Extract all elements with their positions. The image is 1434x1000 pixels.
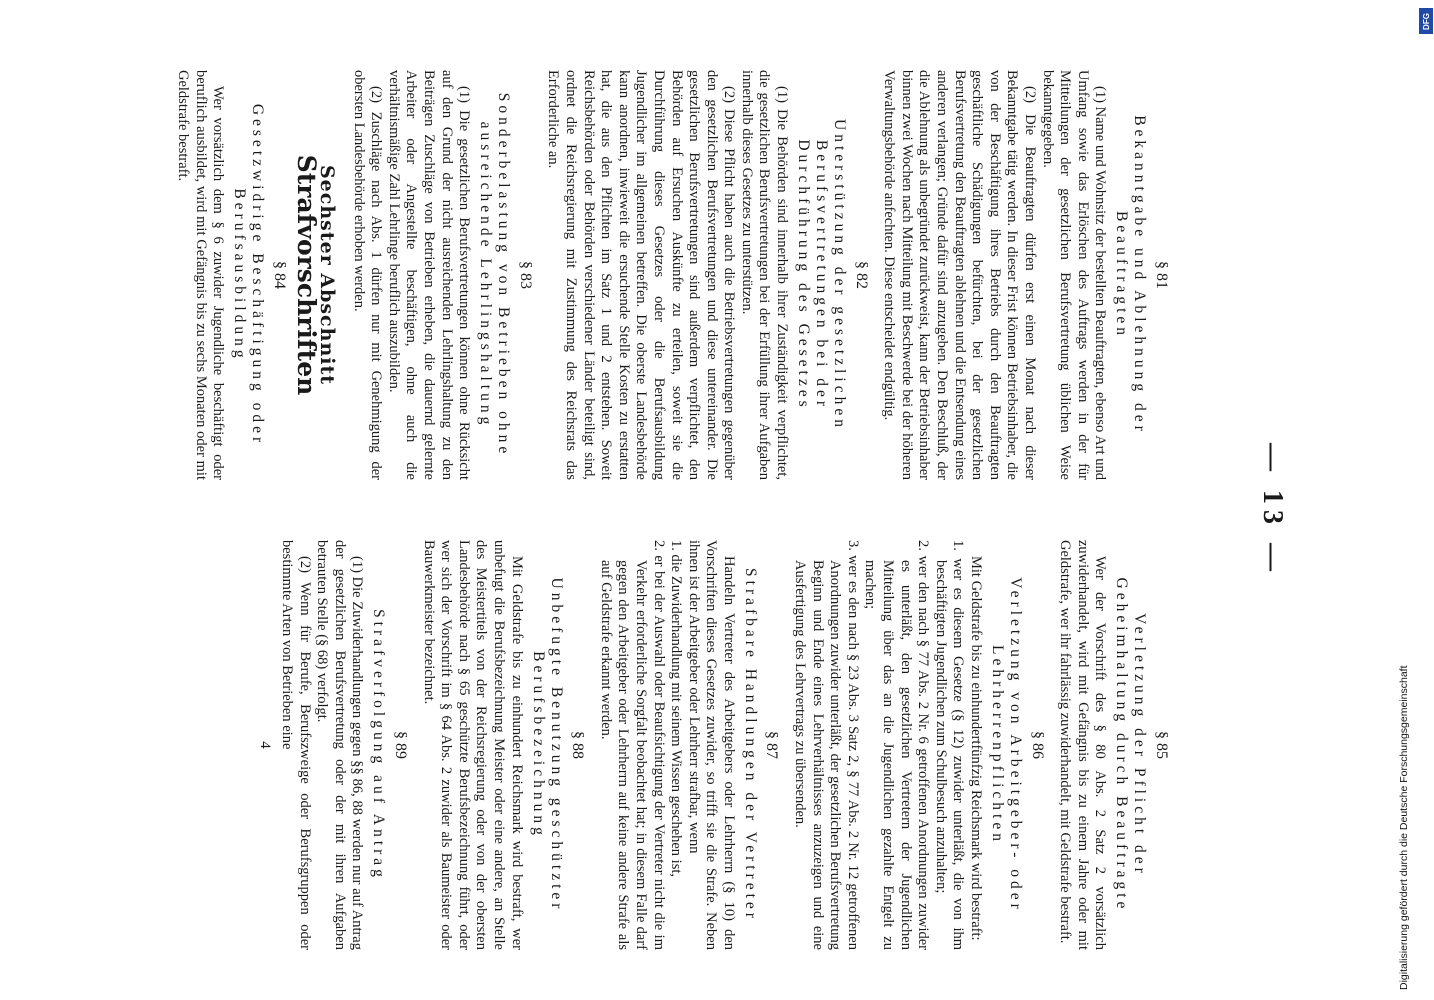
paragraph: Mit Geldstrafe bis zu einhundert Reichsmark wird bestraft, wer unbefugt die Berufsbezeichnung Meister oder eine andere, an Stelle des Meistertitels von der Reichsregierung oder von der obersten Landesbehörde nach § 65 geschützte Berufsbezeichnung führt, oder wer sich der Vorschrift im § 64 Abs. 2 zuwider als Baumeister oder Bauwerkmeister bezeichnet.: [420, 540, 525, 950]
section-number: § 87: [763, 731, 781, 759]
section-heading: Bekanntgabe und Ablehnung der Beauftragten: [1113, 115, 1149, 435]
paragraph: Mit Geldstrafe bis zu einhundertfünfzig Reichsmark wird bestraft:: [968, 556, 985, 941]
paragraph: Wer vorsätzlich dem § 6 zuwider Jugendliche beschäftigt oder beruflich ausbildet, wird mit Gefängnis bis zu sechs Monaten oder mit Geldstrafe bestraft.: [175, 70, 227, 480]
paragraph: (1) Name und Wohnsitz der bestellten Beauftragten, ebenso Art und Umfang sowie das Erlöschen des Auftrags werden in der für Mitteilungen der gesetzlichen Berufsvertretung üblichen Weise bekanntgegeben.: [1039, 70, 1109, 480]
section-heading: Strafverfolgung auf Antrag: [370, 609, 388, 881]
section-number: § 81: [1153, 261, 1170, 289]
section-heading: Verletzung der Pflicht der Geheimhaltung durch Beauftragte: [1113, 577, 1149, 913]
page-number: — 13 —: [1257, 443, 1288, 577]
paragraph: (2) Diese Pflicht haben auch die Betriebsvertretungen gegenüber den gesetzlichen Berufsvertretungen und diese untereinander. Die gesetzlichen Berufsvertretungen sind außerdem verpflichtet, den Behörden auf Ersuchen Auskünfte zu erteilen, soweit sie die Durchführung dieses Gesetzes oder die Berufsausbildung Jugendlicher im allgemeinen betreffen. Die oberste Landesbehörde kann anordnen, inwieweit die ersuchende Stelle Kosten zu erstatten hat, die aus den Pflichten im Satz 1 und 2 entstehen. Soweit Reichsbehörden oder Behörden verschiedener Länder beteiligt sind, ordnet die Reichsregierung mit Zustimmung des Reichsrats das Erforderliche an.: [545, 70, 738, 480]
sheet-signature: 4: [257, 741, 274, 749]
section-heading: Gesetzwidrige Beschäftigung oder Berufsausbildung: [231, 103, 267, 447]
section-number: § 83: [516, 261, 534, 289]
section-number: § 85: [1153, 731, 1170, 759]
left-column: [173, 70, 1180, 480]
part-subtitle: Strafvorschriften: [292, 154, 322, 396]
digitization-note: Digitalisierung gefördert durch die Deutsche Forschungsgemeinschaft: [1398, 665, 1410, 990]
part-title: Sechster Abschnitt: [316, 164, 339, 386]
list-item: 3. wer es den nach § 23 Abs. 3 Satz 2, § 77 Abs. 2 Nr. 12 getroffenen Anordnungen zuwider unterläßt, der gesetzlichen Berufsvertretung Beginn und Ende eines Lehrverhältnisses anzuzeigen und eine Ausfertigung des Lehrvertrags zu übersenden.: [792, 540, 861, 950]
list-item: 1. die Zuwiderhandlung mit seinem Wissen geschehen ist,: [668, 540, 685, 878]
section-heading: Verletzung von Arbeitgeber- oder Lehrherrenpflichten: [989, 577, 1025, 913]
list-item: 2. wer den nach § 77 Abs. 2 Nr. 6 getroffenen Anordnungen zuwider es unterläßt, den gesetzlichen Vertretern der Jugendlichen Mitteilung über das an die Jugendlichen gezahlte Entgelt zu machen;: [862, 540, 932, 950]
section-heading: Strafbare Handlungen der Vertreter: [741, 568, 759, 922]
paragraph: (2) Zuschläge nach Abs. 1 dürfen nur mit Genehmigung der obersten Landesbehörde erhoben werden.: [350, 70, 385, 480]
footer-strip: [1390, 0, 1434, 1000]
paragraph: (1) Die Zuwiderhandlungen gegen §§ 86, 88 werden nur auf Antrag der gesetzlichen Berufsvertretung oder der mit ihren Aufgaben betrauten Stelle (§ 68) verfolgt.: [314, 540, 366, 950]
paragraph: Wer der Vorschrift des § 80 Abs. 2 Satz 2 vorsätzlich zuwiderhandelt, wird mit Gefängnis bis zu einem Jahre oder mit Geldstrafe, wer ihr fahrlässig zuwiderhandelt, mit Geldstrafe bestraft.: [1057, 540, 1109, 950]
paragraph: (1) Die gesetzlichen Berufsvertretungen können ohne Rücksicht auf den Grund der nicht ausreichenden Lehrlingshaltung zu den Beiträgen Zuschläge von Betrieben erheben, die dauernd gelernte Arbeiter oder Angestellte beschäftigen, ohne auch die verhältnismäßige Zahl Lehrlinge beruflich auszubilden.: [385, 70, 473, 480]
section-number: § 86: [1028, 731, 1046, 759]
scanned-page: [10, 0, 1310, 1000]
section-number: § 88: [569, 731, 587, 759]
paragraph: Handeln Vertreter des Arbeitgebers oder Lehrherrn (§ 10) den Vorschriften dieses Gesetzes zuwider, so trifft sie die Strafe. Neben ihnen ist der Arbeitgeber oder Lehrherr strafbar, wenn: [685, 540, 737, 950]
list-item: 1. wer es diesem Gesetze (§ 12) zuwider unterläßt, die von ihm beschäftigten Jugendlichen zum Schulbesuch anzuhalten;: [932, 540, 967, 950]
list-item: 2. er bei der Auswahl oder Beaufsichtigung der Vertreter nicht die im Verkehr erforderliche Sorgfalt beobachtet hat; in diesem Falle darf gegen den Arbeitgeber oder Lehrherrn auf keine andere Strafe als auf Geldstrafe erkannt werden.: [597, 540, 667, 950]
section-number: § 84: [270, 261, 288, 289]
paragraph: (1) Die Behörden sind innerhalb ihrer Zuständigkeit verpflichtet, die gesetzlichen Berufsvertretungen bei der Erfüllung ihrer Aufgaben innerhalb dieses Gesetzes zu unterstützen.: [738, 70, 791, 480]
paragraph: (2) Die Beauftragten dürfen erst einen Monat nach dieser Bekanntgabe tätig werden. In dieser Frist können Betriebsinhaber, die von der Beschäftigung ihres Betriebs durch den Beauftragten geschäftliche Schädigungen befürchten, bei der gesetzlichen Berufsvertretung den Beauftragten ablehnen und die Entsendung eines anderen verlangen; Gründe dafür sind anzugeben. Den Beschluß, der die Ablehnung als unbegründet zurückweist, kann der Betriebsinhaber binnen zwei Wochen nach Mitteilung mit Beschwerde bei der höheren Verwaltungsbehörde anfechten. Diese entscheidet endgültig.: [881, 70, 1039, 480]
section-heading: Unbefugte Benutzung geschützter Berufsbezeichnung: [529, 577, 565, 913]
section-heading: Sonderbelastung von Betrieben ohne ausreichende Lehrlingshaltung: [477, 92, 513, 458]
right-column: [256, 540, 1180, 950]
section-heading: Unterstützung der gesetzlichen Berufsvertretungen bei der Durchführung des Gesetzes: [795, 119, 849, 431]
section-number: § 89: [392, 731, 409, 759]
dfg-logo-text: DFG: [1421, 12, 1431, 30]
section-number: § 82: [852, 261, 870, 289]
dfg-logo: [1419, 8, 1433, 34]
paragraph: (2) Wenn für Berufe, Berufszweige oder Berufsgruppen oder bestimmte Arten von Betrieben eine: [279, 540, 313, 950]
